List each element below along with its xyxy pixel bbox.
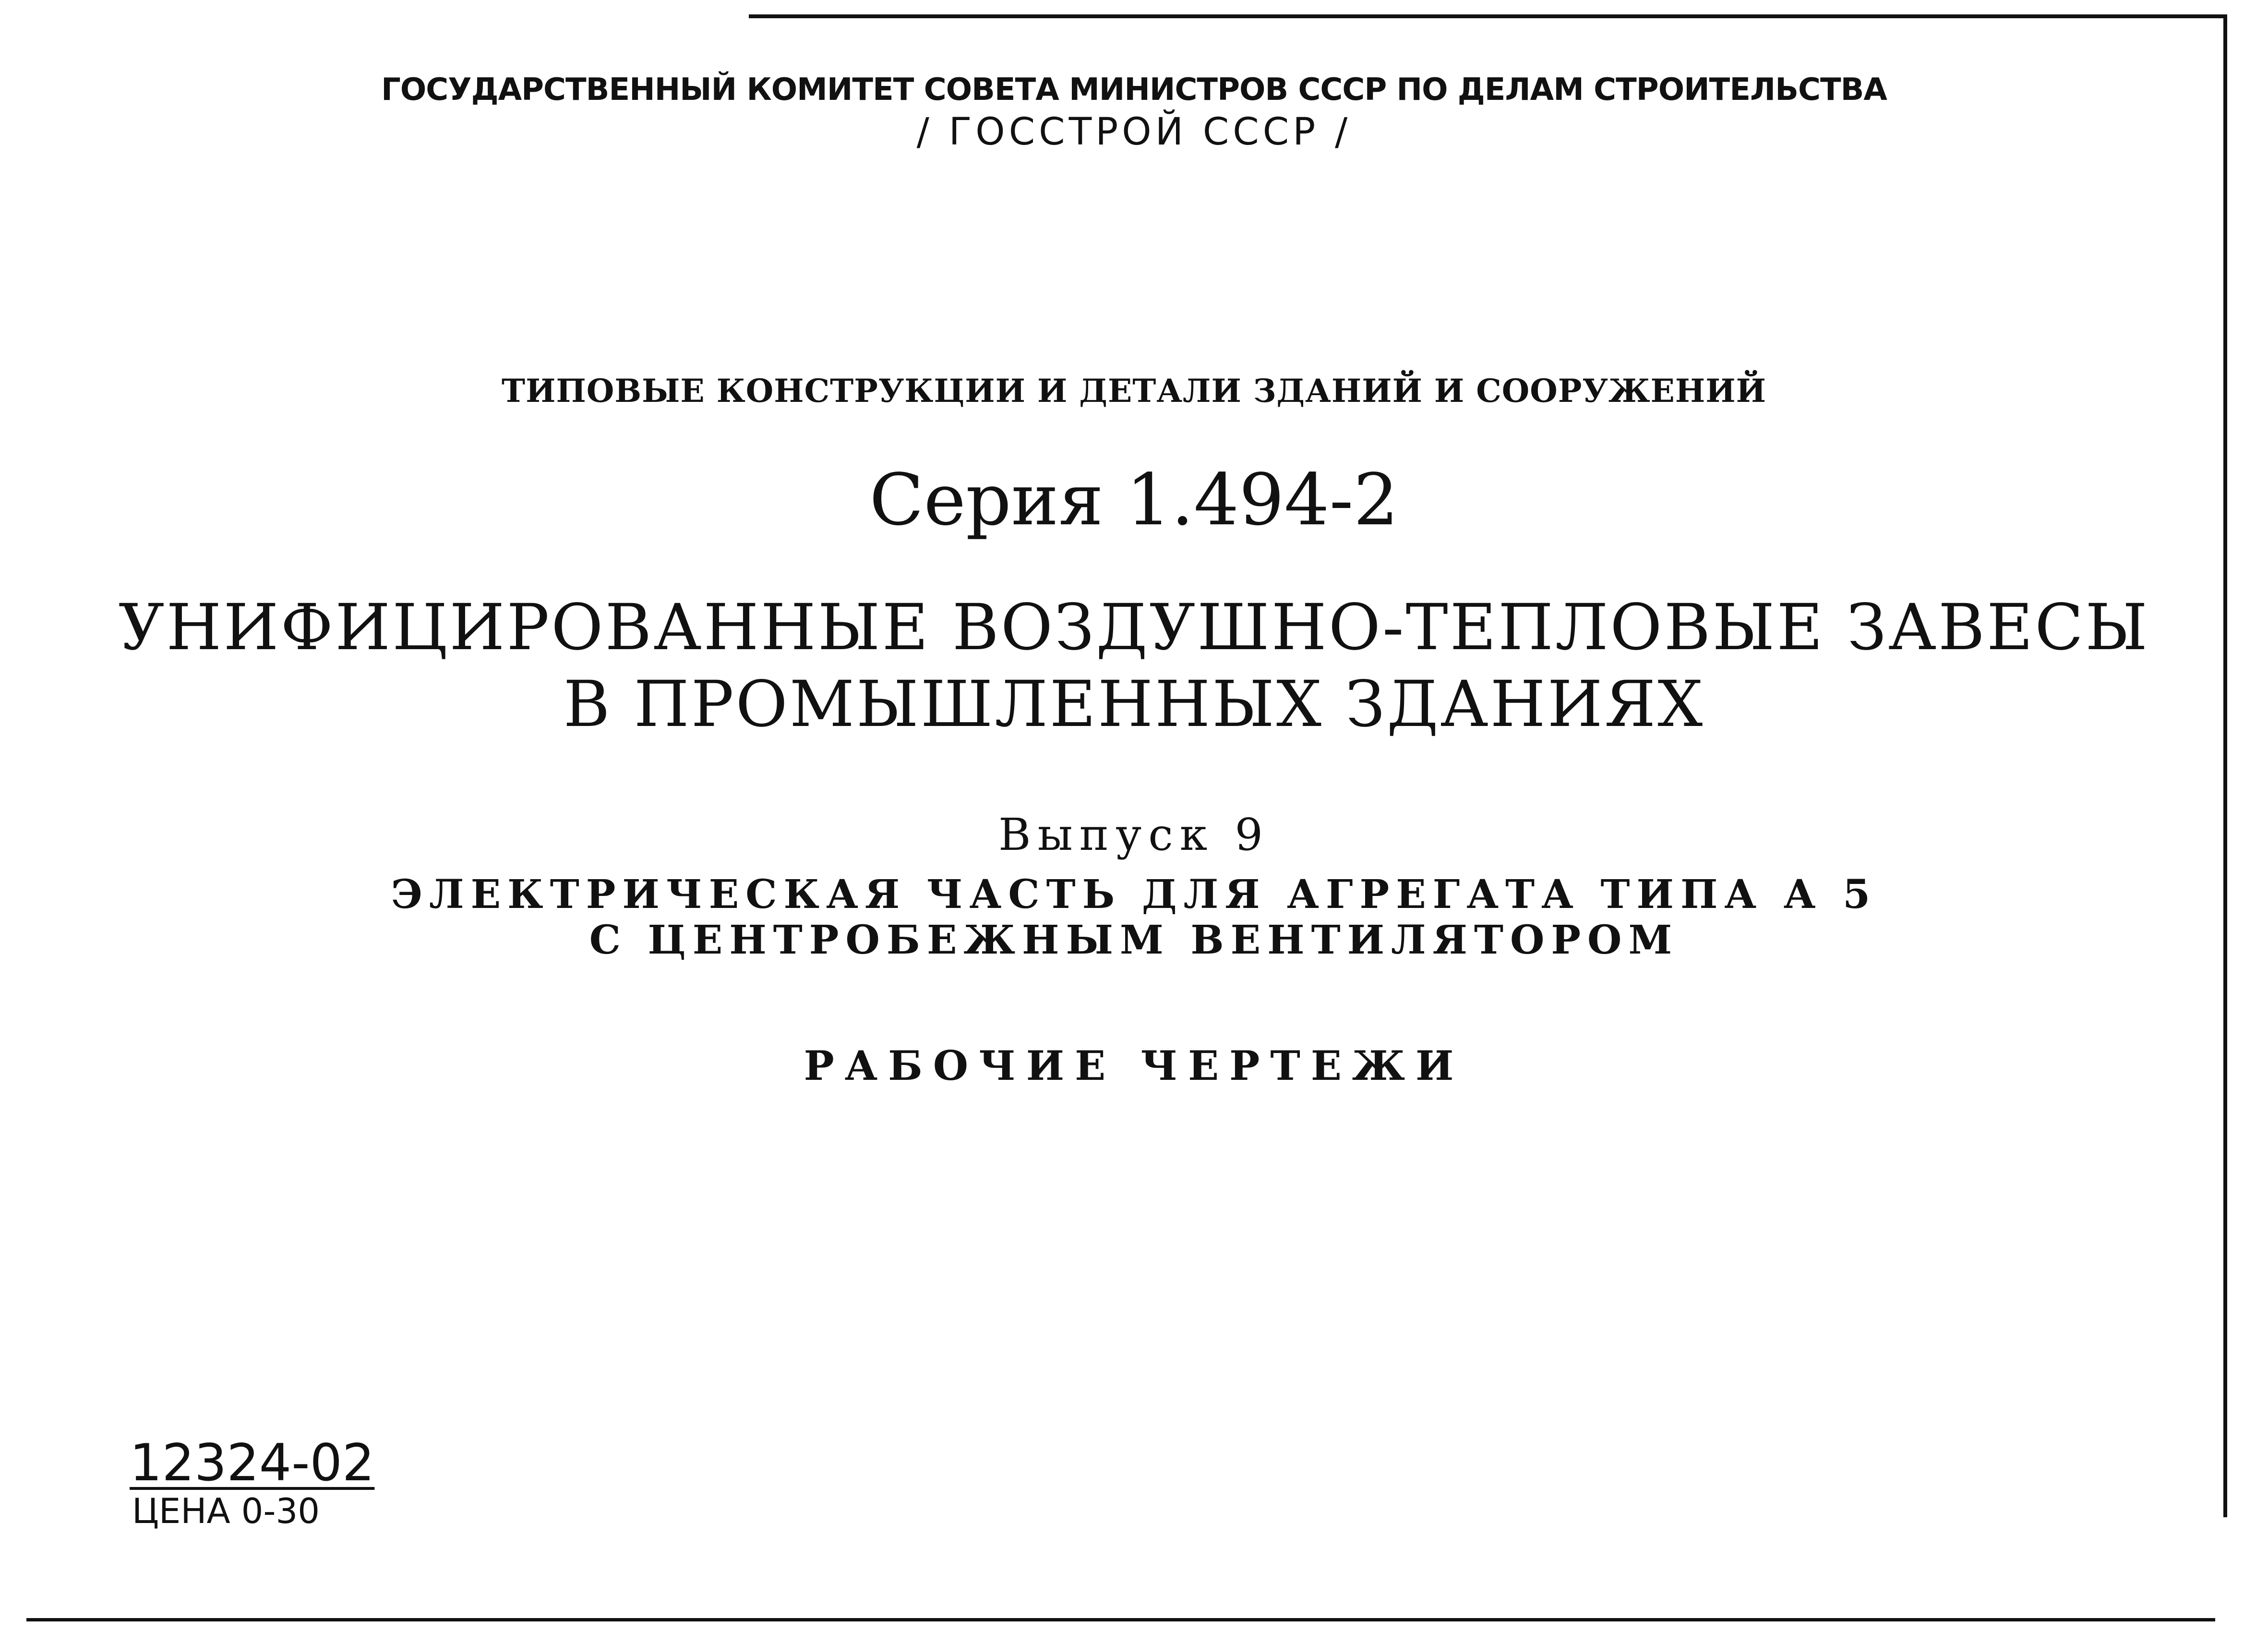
document-title-line-1: УНИФИЦИРОВАННЫЕ ВОЗДУШНО-ТЕПЛОВЫЕ ЗАВЕСЫ — [118, 591, 2150, 665]
frame-top-border — [749, 14, 2227, 18]
gosstroy-heading: / ГОССТРОЙ СССР / — [916, 110, 1352, 154]
issue-number: Выпуск 9 — [998, 809, 1270, 860]
frame-bottom-border — [26, 1618, 2215, 1621]
price-label: ЦЕНА 0-30 — [132, 1491, 320, 1531]
frame-right-border — [2223, 14, 2227, 1517]
catalog-code: 12324-02 — [130, 1433, 375, 1492]
subject-line-1: ЭЛЕКТРИЧЕСКАЯ ЧАСТЬ ДЛЯ АГРЕГАТА ТИПА А 5 — [391, 871, 1877, 918]
committee-heading: ГОСУДАРСТВЕННЫЙ КОМИТЕТ СОВЕТА МИНИСТРОВ СССР ПО ДЕЛАМ СТРОИТЕЛЬСТВА — [381, 72, 1887, 108]
document-type: РАБОЧИЕ ЧЕРТЕЖИ — [804, 1042, 1464, 1089]
subject-line-2: С ЦЕНТРОБЕЖНЫМ ВЕНТИЛЯТОРОМ — [589, 917, 1679, 963]
collection-title: ТИПОВЫЕ КОНСТРУКЦИИ И ДЕТАЛИ ЗДАНИЙ И СООРУЖЕНИЙ — [502, 372, 1766, 410]
document-title-line-2: В ПРОМЫШЛЕННЫХ ЗДАНИЯХ — [563, 667, 1705, 741]
series-number: Серия 1.494-2 — [869, 459, 1399, 541]
